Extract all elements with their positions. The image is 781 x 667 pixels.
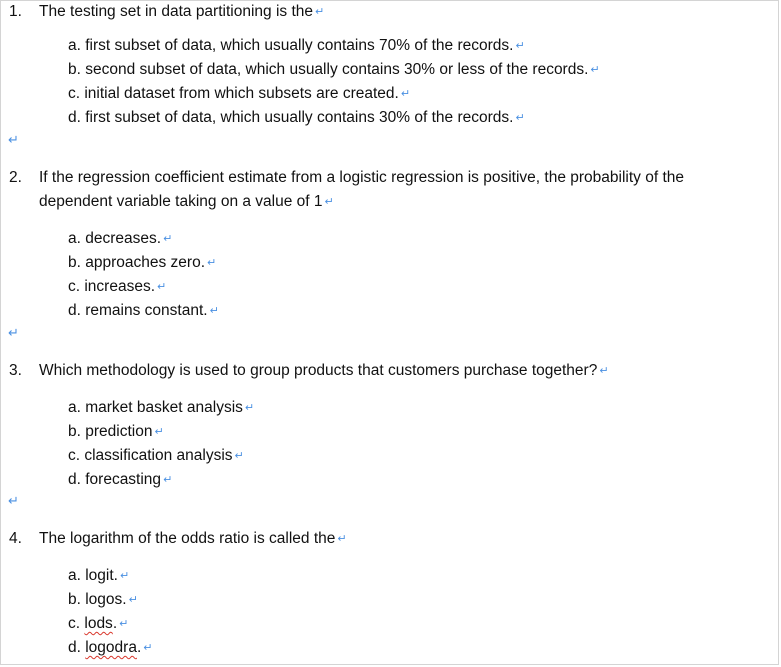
option-c[interactable]: c. initial dataset from which subsets are created. ↵: [68, 85, 411, 102]
option-d[interactable]: d. forecasting ↵: [68, 471, 173, 488]
paragraph-mark-icon: ↵: [119, 570, 130, 582]
empty-paragraph-mark-icon: ↵: [8, 132, 19, 147]
question-number: 2.: [9, 169, 22, 186]
option-a[interactable]: a. logit. ↵: [68, 567, 130, 584]
paragraph-mark-icon: ↵: [207, 257, 217, 269]
option-d[interactable]: d. remains constant. ↵: [68, 302, 219, 319]
option-c[interactable]: c. lods. ↵: [68, 615, 129, 632]
question-text[interactable]: The logarithm of the odds ratio is called the ↵: [39, 530, 347, 547]
question-text[interactable]: Which methodology is used to group products that customers purchase together? ↵: [39, 362, 609, 379]
option-b[interactable]: b. logos. ↵: [68, 591, 138, 608]
answer-options: [68, 227, 219, 323]
paragraph-mark-icon: ↵: [515, 112, 525, 124]
option-d[interactable]: d. first subset of data, which usually contains 30% of the records. ↵: [68, 109, 525, 126]
paragraph-mark-icon: ↵: [154, 426, 164, 438]
paragraph-mark-icon: ↵: [337, 533, 347, 545]
option-a[interactable]: a. market basket analysis ↵: [68, 399, 255, 416]
paragraph-mark-icon: ↵: [400, 88, 411, 100]
misspelled-word[interactable]: lods: [84, 615, 113, 632]
misspelled-word[interactable]: logodra: [85, 639, 137, 656]
option-c[interactable]: c. classification analysis ↵: [68, 447, 244, 464]
paragraph-mark-icon: ↵: [324, 196, 334, 208]
paragraph-mark-icon: ↵: [143, 642, 153, 654]
paragraph-mark-icon: ↵: [590, 64, 600, 76]
option-a[interactable]: a. first subset of data, which usually contains 70% of the records. ↵: [68, 37, 525, 54]
option-d[interactable]: d. logodra. ↵: [68, 639, 153, 656]
paragraph-mark-icon: ↵: [128, 594, 138, 606]
paragraph-mark-icon: ↵: [209, 305, 219, 317]
empty-paragraph-mark-icon: ↵: [8, 493, 19, 508]
paragraph-mark-icon: ↵: [315, 6, 325, 18]
question-number: 3.: [9, 362, 22, 379]
paragraph-mark-icon: ↵: [599, 365, 609, 377]
option-b[interactable]: b. second subset of data, which usually contains 30% or less of the records. ↵: [68, 61, 600, 78]
paragraph-mark-icon: ↵: [515, 40, 525, 52]
option-c[interactable]: c. increases. ↵: [68, 278, 167, 295]
question-number: 4.: [9, 530, 22, 547]
paragraph-mark-icon: ↵: [234, 450, 244, 462]
question-text[interactable]: The testing set in data partitioning is the ↵: [39, 3, 325, 20]
answer-options: [68, 34, 600, 130]
option-a[interactable]: a. decreases. ↵: [68, 230, 173, 247]
paragraph-mark-icon: ↵: [119, 618, 129, 630]
paragraph-mark-icon: ↵: [157, 281, 167, 293]
paragraph-mark-icon: ↵: [163, 474, 173, 486]
option-b[interactable]: b. approaches zero. ↵: [68, 254, 217, 271]
question-text[interactable]: If the regression coefficient estimate from a logistic regression is positive, the probability of the dependent variable taking on a value of 1 ↵: [39, 169, 684, 210]
empty-paragraph-mark-icon: ↵: [8, 325, 19, 340]
answer-options: [68, 396, 254, 492]
paragraph-mark-icon: ↵: [163, 233, 173, 245]
option-b[interactable]: b. prediction ↵: [68, 423, 164, 440]
paragraph-mark-icon: ↵: [244, 402, 255, 414]
question-number: 1.: [9, 3, 22, 20]
answer-options: [68, 564, 152, 660]
